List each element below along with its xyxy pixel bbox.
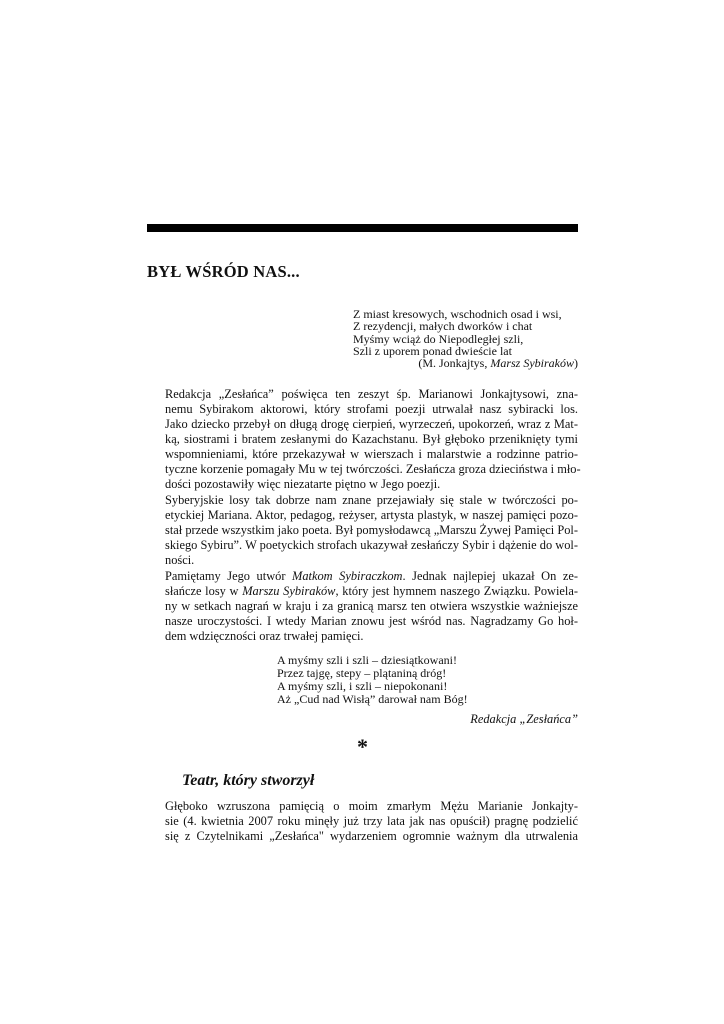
work-title: Marszu Sybiraków [242,584,336,599]
text-line: nemu Sybirakom aktorowi, który strofami poezji utrwalał nasz sybiracki los. [165,402,578,417]
poem-line: Przez tajgę, stepy – plątaniną dróg! [277,666,447,681]
attribution-work: Marsz Sybiraków [490,356,574,371]
text-line: stał przede wszystkim jako poeta. Był pomysłodawcą „Marszu Żywej Pamięci Pol- [165,523,578,538]
text-line: Syberyjskie losy tak dobrze nam znane przejawiały się stale w twórczości po- [165,493,578,508]
text-run: Pamiętamy Jego utwór [165,569,293,584]
page-content [147,224,581,845]
text-line: dem wdzięczności oraz trwałej pamięci. [165,629,364,644]
text-line: etyckiej Mariana. Aktor, pedagog, reżyser, artysta plastyk, w naszej pamięci pozo- [165,508,578,523]
text-line: wspomnieniami, które przekazywał w wierszach i malarstwie a rodzinne patrio- [165,447,578,462]
attribution-prefix: (M. Jonkajtys, [418,356,491,371]
attribution-suffix: ) [574,356,578,371]
work-title: Matkom Sybiraczkom [292,569,403,584]
epigraph [353,308,578,369]
text-line: ką, siostrami i bratem zesłanymi do Kazachstanu. Był głęboko przeniknięty tymi [165,432,578,447]
text-line: skiego Sybiru”. W poetyckich strofach ukazywał zesłańczy Sybir i dążenie do wol- [165,538,578,553]
text-line: Głęboko wzruszona pamięcią o moim zmarłym Mężu Marianie Jonkajty- [165,798,578,813]
epigraph-line: Z miast kresowych, wschodnich osad i wsi, [353,307,562,321]
poem-excerpt [277,654,578,705]
paragraph-1 [147,387,581,492]
text-line: dości pozostawiły więc niezatarte piętno w Jego poezji. [165,477,441,492]
epigraph-line: Szli z uporem ponad dwieście lat [353,343,512,358]
text-line [147,569,578,584]
text-line: ny w setkach nagrań w kraju i za granicą marsz ten otwiera wszystkie ważniejsze [165,599,578,614]
text-line: Redakcja „Zesłańca” poświęca ten zeszyt śp. Marianowi Jonkajtysowi, zna- [165,387,578,402]
epigraph-attribution [353,357,578,369]
text-line: Jako dziecko przebył on długą drogę cierpień, wyrzeczeń, upokorzeń, wraz z Mat- [165,417,578,432]
section-subtitle: Teatr, który stworzył [182,771,315,789]
top-rule [147,224,578,232]
section-separator: * [357,733,368,759]
poem-line: A myśmy szli, i szli – niepokonani! [277,679,448,694]
paragraph-3 [147,569,578,644]
article-body [147,387,581,644]
poem-line: A myśmy szli i szli – dziesiątkowani! [277,653,457,668]
poem-line: Aż „Cud nad Wisłą” darował nam Bóg! [277,691,468,706]
intro-paragraph [147,799,578,844]
epigraph-line: Myśmy wciąż do Niepodległej szli, [353,331,524,346]
text-line: tyczne korzenie pomagały Mu w tej twórczości. Zesłańcza groza dzieciństwa i mło- [165,462,581,477]
text-run: słańcze losy w [165,584,243,599]
text-line: się z Czytelnikami „Zesłańca" wydarzeniem ogromnie ważnym dla utrwalenia [165,828,578,843]
text-line: nasze uroczystości. I wtedy Marian znowu jest wśród nas. Nagradzamy Go hoł- [165,614,578,629]
epigraph-line: Z rezydencji, małych dworków i chat [353,319,533,334]
text-run: . Jednak najlepiej ukazał On ze- [402,569,578,584]
section-intro [147,799,578,844]
text-line: ności. [165,553,195,568]
editorial-signature: Redakcja „Zesłańca” [470,711,578,726]
text-line: sie (4. kwietnia 2007 roku minęły już trzy lata jak nas opuścił) pragnę podzielić [165,813,578,828]
text-run: , który jest hymnem naszego Związku. Powiela- [335,584,578,599]
article-title: BYŁ WŚRÓD NAS... [147,262,300,281]
paragraph-2 [147,493,578,568]
text-line [147,584,578,599]
